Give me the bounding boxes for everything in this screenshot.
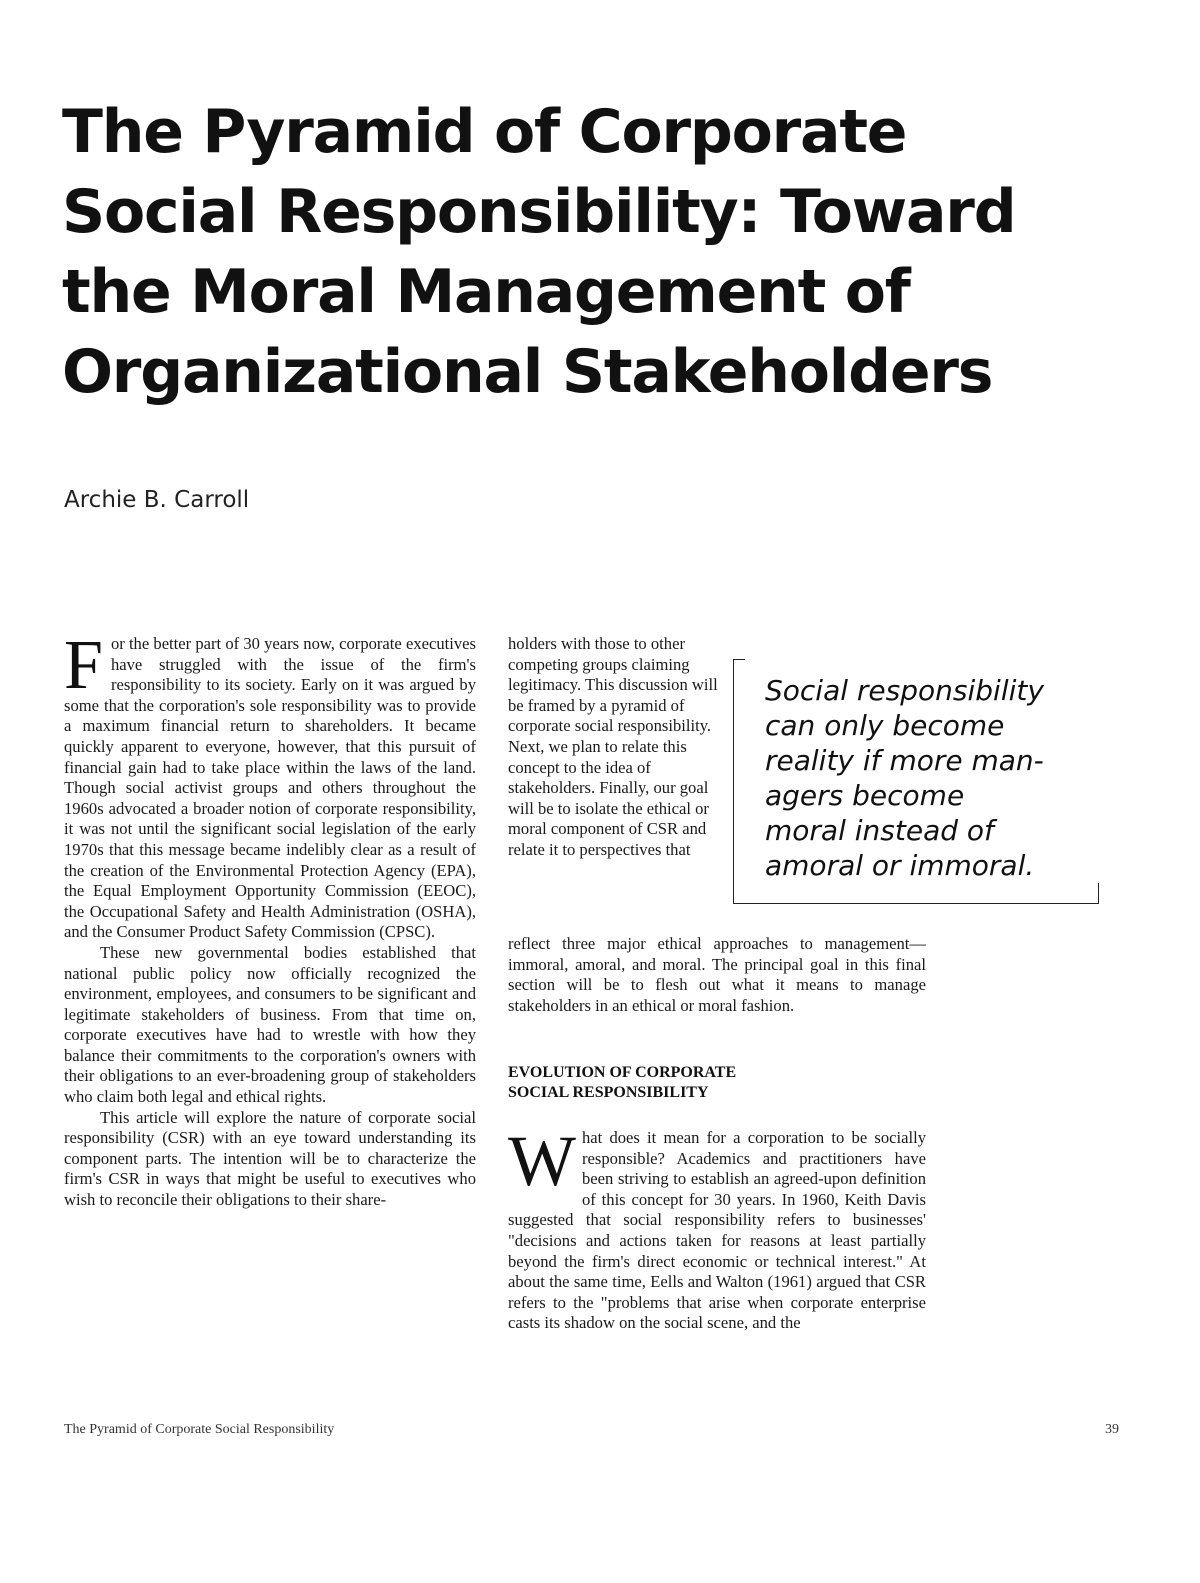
- drop-cap: W: [508, 1121, 576, 1201]
- title-line: Social Responsibility: Toward: [62, 177, 1016, 247]
- paragraph: These new governmental bodies established that national public policy now officially recognized the environment, employees, and consumers to be significant and legitimate stakeholders of business. From that time on, corporate executives have had to wrestle with how they balance their commitments to the corporation's owners with their obligations to an ever-broadening group of stakeholders who claim both legal and ethical rights.: [64, 942, 476, 1107]
- drop-cap: F: [64, 627, 103, 704]
- pull-quote-text: [765, 673, 1095, 883]
- pull-quote-line: moral instead of: [765, 814, 994, 847]
- section-heading-line: EVOLUTION OF CORPORATE: [508, 1064, 737, 1081]
- paragraph-intro: [64, 627, 476, 943]
- text-column-left: [64, 627, 476, 1211]
- pull-quote-line: agers become: [765, 779, 965, 812]
- pull-quote: [733, 659, 1099, 905]
- section-heading-line: SOCIAL RESPONSIBILITY: [508, 1084, 709, 1101]
- article-title: [62, 92, 1062, 412]
- paragraph-text: hat does it mean for a corporation to be socially responsible? Academics and practitioners have been striving to establish an agreed-upon definition of this concept for 30 years. In 1960, Keith Davis suggested that social responsibility refers to businesses' "decisions and actions taken for reasons at least partially beyond the firm's direct economic or technical interest." At about the same time, Eells and Walton (1961) argued that CSR refers to the "problems that arise when corporate enterprise casts its shadow on the social scene, and the: [508, 1128, 926, 1333]
- pull-quote-line: reality if more man-: [765, 744, 1044, 777]
- author-name: Archie B. Carroll: [64, 487, 250, 513]
- footer-running-title: The Pyramid of Corporate Social Responsibility: [64, 1422, 335, 1437]
- text-column-right-section: [508, 1121, 926, 1334]
- paragraph: reflect three major ethical approaches to management—immoral, amoral, and moral. The principal goal in this final section will be to flesh out what it means to manage stakeholders in an ethical or moral fashion.: [508, 934, 926, 1015]
- pull-quote-rule-left: [733, 659, 734, 903]
- text-column-right-top: [508, 634, 720, 861]
- paragraph-text: or the better part of 30 years now, corporate executives have struggled with the issue of the firm's responsibility to its society. Early on it was argued by some that the corporation's sole responsibility was to provide a maximum financial return to shareholders. It became quickly apparent to everyone, however, that this pursuit of financial gain had to take place within the laws of the land. Though social activist groups and others throughout the 1960s advocated a broader notion of corporate responsibility, it was not until the significant social legislation of the early 1970s that this message became indelibly clear as a result of the creation of the Environmental Protection Agency (EPA), the Equal Employment Opportunity Commission (EEOC), the Occupational Safety and Health Administration (OSHA), and the Consumer Product Safety Commission (CPSC).: [64, 634, 476, 942]
- pull-quote-rule-top: [733, 659, 745, 660]
- page-number: 39: [1105, 1422, 1119, 1437]
- section-heading: [508, 1063, 926, 1103]
- text-column-right-continued: [508, 934, 926, 1016]
- pull-quote-rule-bottom: [733, 903, 1099, 904]
- title-line: the Moral Management of: [62, 257, 910, 327]
- title-line: The Pyramid of Corporate: [62, 97, 907, 167]
- paragraph: holders with those to other competing groups claiming legitimacy. This discussion will be framed by a pyramid of corporate social responsibility. Next, we plan to relate this concept to the idea of stakeholders. Finally, our goal will be to isolate the ethical or moral component of CSR and relate it to perspectives that: [508, 634, 718, 859]
- paragraph-section-start: [508, 1121, 926, 1334]
- pull-quote-line: amoral or immoral.: [765, 849, 1035, 882]
- paragraph: This article will explore the nature of corporate social responsibility (CSR) with an eye toward understanding its component parts. The intention will be to characterize the firm's CSR in ways that might be useful to executives who wish to reconcile their obligations to their share-: [64, 1107, 476, 1210]
- pull-quote-line: can only become: [765, 709, 1005, 742]
- pull-quote-rule-right: [1098, 883, 1099, 904]
- pull-quote-line: Social responsibility: [765, 674, 1044, 707]
- title-line: Organizational Stakeholders: [62, 337, 993, 407]
